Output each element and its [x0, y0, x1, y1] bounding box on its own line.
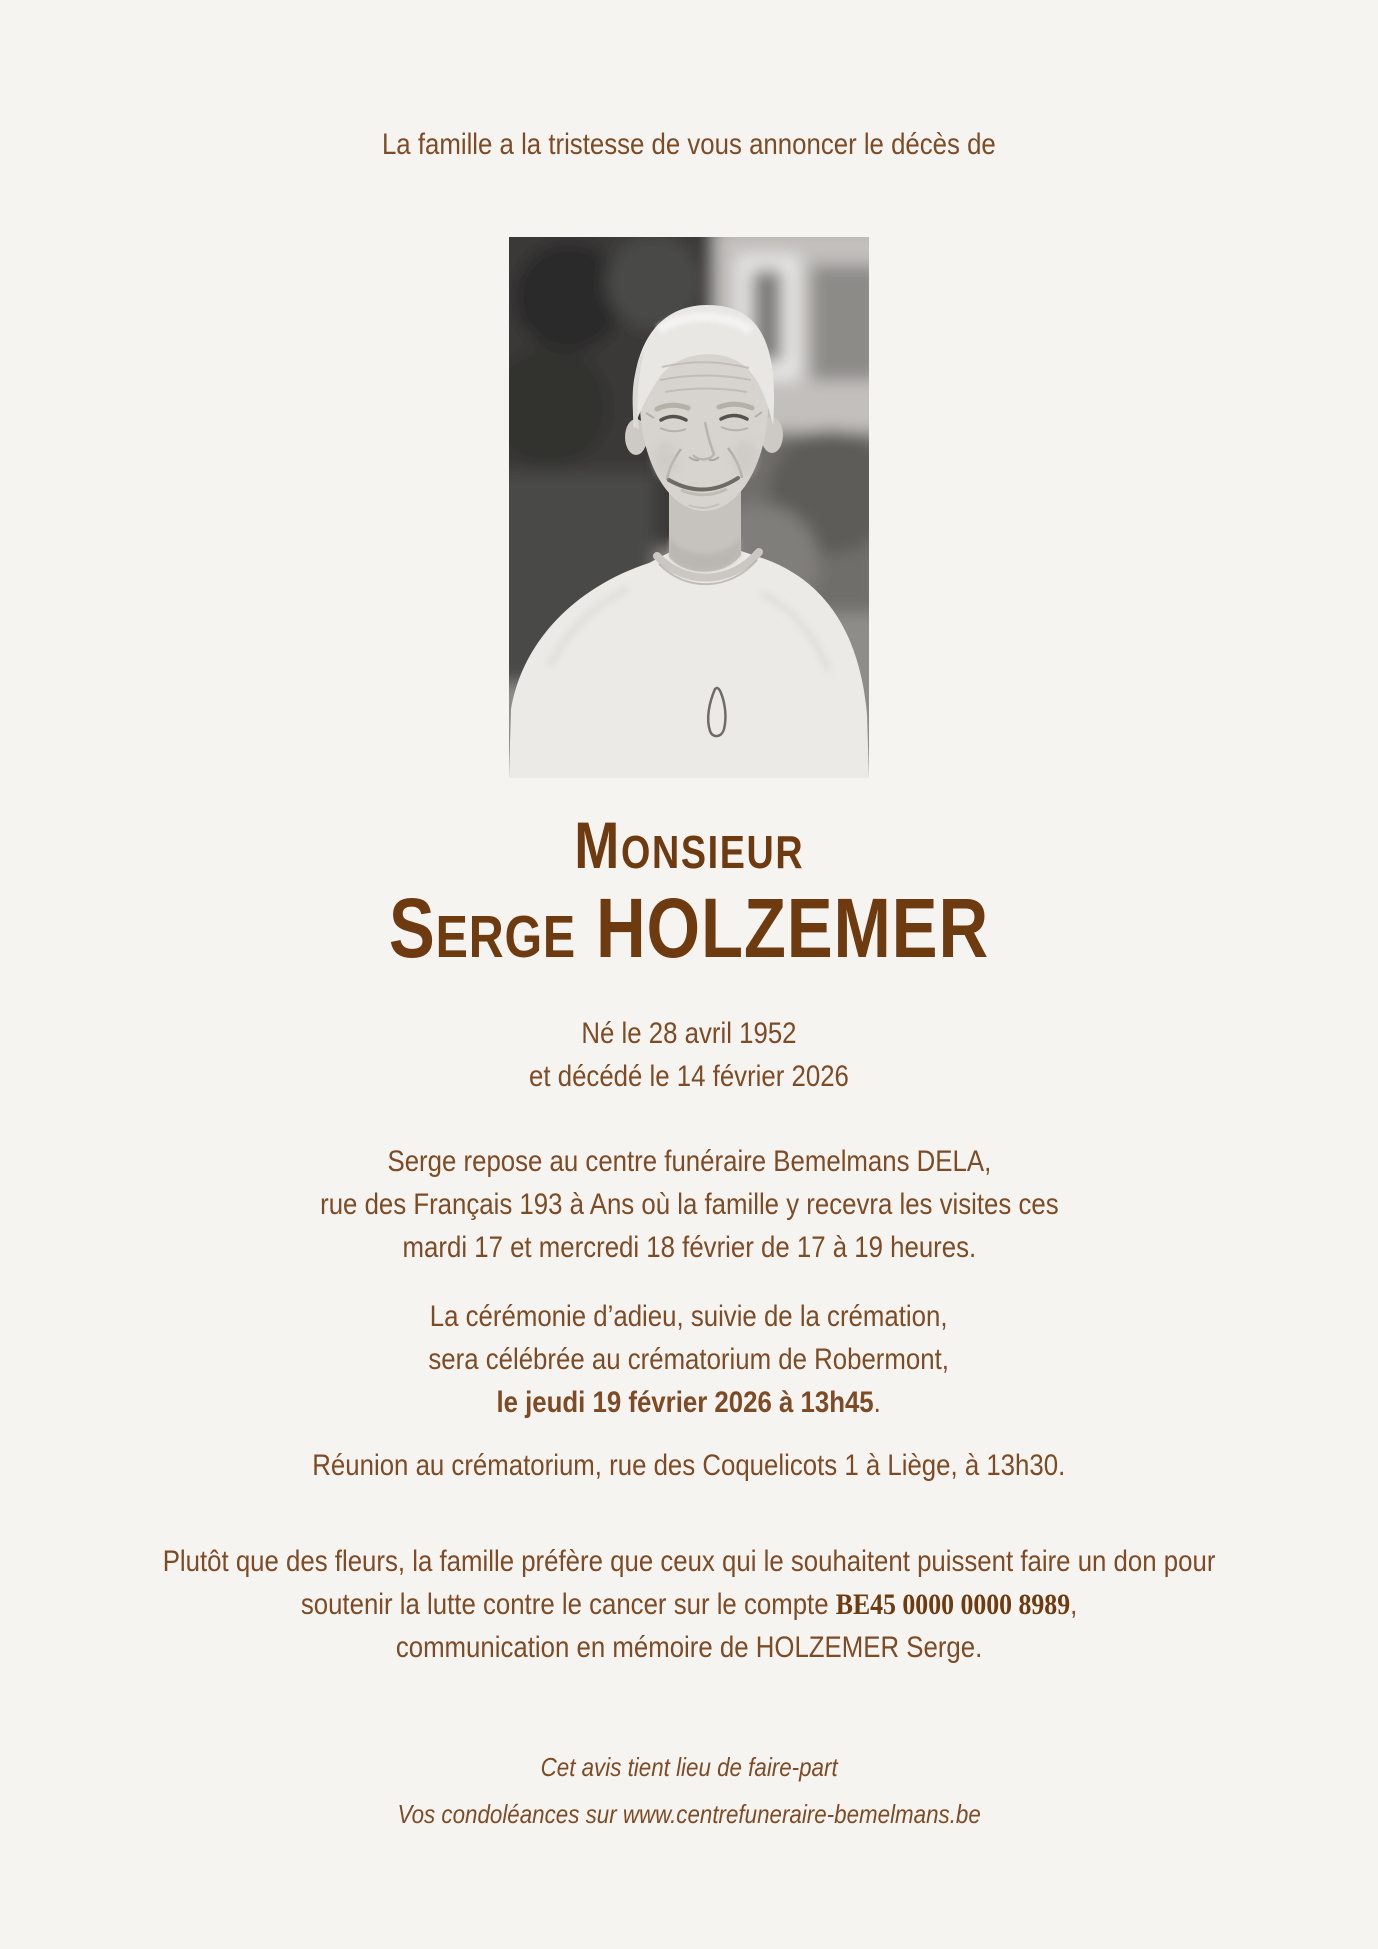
- repose-line-1: Serge repose au centre funéraire Bemelmans DELA,: [387, 1145, 991, 1178]
- repose-line-2: rue des Français 193 à Ans où la famille y recevra les visites ces: [319, 1188, 1059, 1221]
- ceremony-paragraph: [429, 1295, 950, 1424]
- ceremony-line-1: La cérémonie d’adieu, suivie de la crémation,: [430, 1300, 948, 1333]
- ceremony-date-line: [429, 1381, 950, 1424]
- donation-line-2-comma: ,: [1070, 1588, 1078, 1621]
- notice-line: Cet avis tient lieu de faire-part: [540, 1752, 838, 1782]
- donation-line-1: Plutôt que des fleurs, la famille préfère que ceux qui le souhaitent puissent faire un don pour: [162, 1545, 1216, 1578]
- deceased-title: Monsieur: [573, 808, 805, 882]
- footer: [397, 1751, 980, 1830]
- ceremony-date: le jeudi 19 février 2026 à 13h45: [496, 1386, 875, 1419]
- bank-account-number: BE45 0000 0000 8989: [835, 1588, 1071, 1621]
- donation-paragraph: [163, 1540, 1216, 1669]
- portrait-photo: [509, 237, 869, 778]
- repose-line-3: mardi 17 et mercredi 18 février de 17 à 19 heures.: [402, 1231, 976, 1264]
- donation-line-2: [163, 1583, 1216, 1626]
- life-dates: [529, 1012, 849, 1098]
- ceremony-line-2: sera célébrée au crématorium de Robermont,: [428, 1343, 950, 1376]
- repose-paragraph: [320, 1140, 1059, 1269]
- donation-line-2-text: soutenir la lutte contre le cancer sur le compte: [300, 1588, 836, 1621]
- birth-date-line: Né le 28 avril 1952: [581, 1017, 797, 1050]
- donation-line-3: communication en mémoire de HOLZEMER Serge.: [395, 1631, 983, 1664]
- deceased-name: Serge HOLZEMER: [388, 881, 990, 975]
- death-date-line: et décédé le 14 février 2026: [529, 1060, 849, 1093]
- condolences-line: Vos condoléances sur www.centrefuneraire-bemelmans.be: [397, 1799, 981, 1829]
- meeting-line: Réunion au crématorium, rue des Coquelicots 1 à Liège, à 13h30.: [312, 1449, 1066, 1482]
- intro-text: La famille a la tristesse de vous annoncer le décès de: [382, 128, 996, 161]
- ceremony-date-period: .: [874, 1386, 882, 1419]
- portrait-photo-image: [509, 237, 869, 778]
